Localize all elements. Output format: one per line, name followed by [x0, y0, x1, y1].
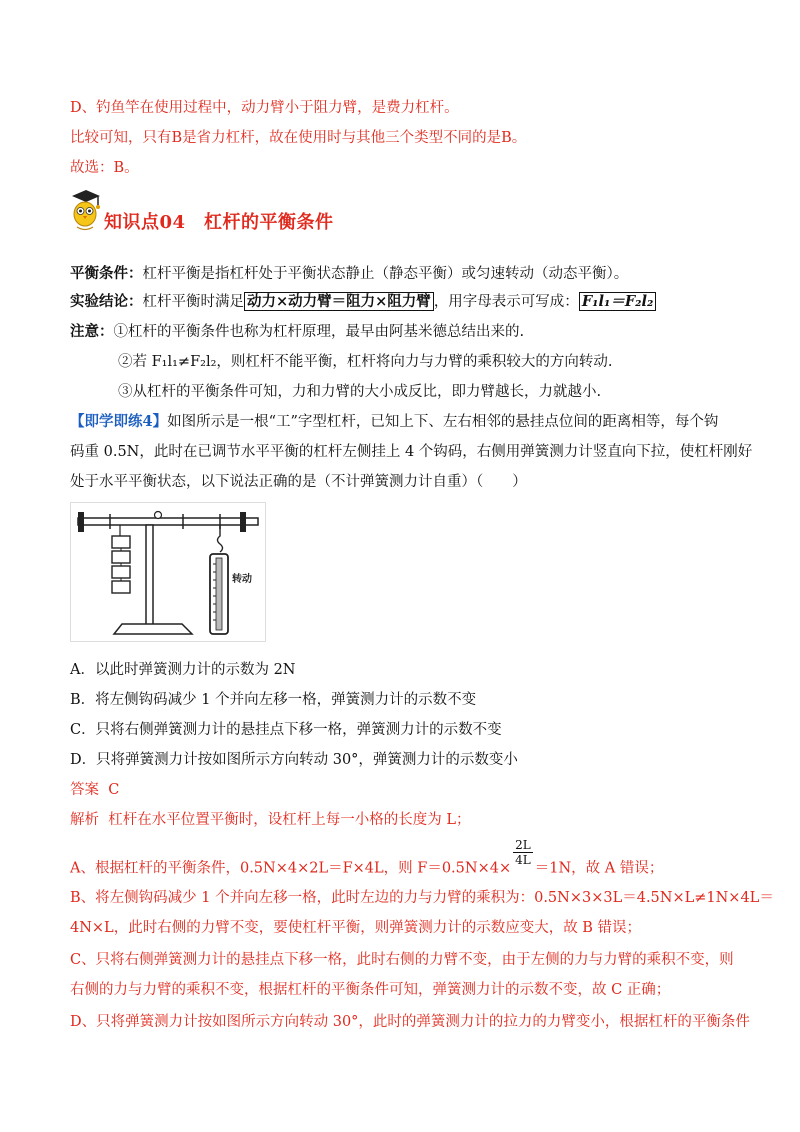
analysis-c-line-1: C、只将右侧弹簧测力计的悬挂点下移一格，此时右侧的力臂不变，由于左侧的力与力臂的乘积不变，则: [70, 952, 734, 968]
answer: [70, 780, 119, 800]
support-base: [114, 624, 192, 634]
option-b: B．将左侧钩码减少 1 个并向左移一格，弹簧测力计的示数不变: [70, 692, 477, 708]
option-c: C．只将右侧弹簧测力计的悬挂点下移一格，弹簧测力计的示数不变: [70, 722, 502, 738]
lever-figure: [70, 502, 266, 642]
analysis-a-post: ＝1N，故 A 错误；: [534, 860, 664, 877]
analysis-a-fraction: [513, 838, 533, 867]
conclusion-pre: 杠杆平衡时满足: [142, 294, 244, 310]
analysis-a: [70, 838, 664, 883]
exercise-text-1: 如图所示是一根“工”字型杠杆，已知上下、左右相邻的悬挂点位间的距离相等，每个钩: [167, 414, 719, 430]
note-2: ②若 F₁l₁≠F₂l₂，则杠杆不能平衡，杠杆将向力与力臂的乘积较大的方向转动.: [118, 354, 613, 370]
option-a: A．以此时弹簧测力计的示数为 2N: [70, 662, 296, 678]
note-3: ③从杠杆的平衡条件可知，力和力臂的大小成反比，即力臂越长，力就越小.: [118, 384, 602, 400]
exercise-line-3: 处于水平平衡状态，以下说法正确的是（不计弹簧测力计自重）（ ）: [70, 474, 527, 490]
conclusion-boxed: 动力×动力臂＝阻力×阻力臂: [244, 292, 434, 311]
conclusion-mid: ，用字母表示可写成：: [433, 294, 579, 310]
balance-condition: [70, 264, 628, 284]
lever-bar: [78, 518, 258, 525]
exercise-tag: 【即学即练4】: [70, 413, 168, 430]
notes-label: 注意：: [70, 323, 114, 340]
section-title: 知识点04 杠杆的平衡条件: [104, 212, 334, 233]
intro-option-d: D、钓鱼竿在使用过程中，动力臂小于阻力臂，是费力杠杆。: [70, 100, 459, 116]
note-1-text: ①杠杆的平衡条件也称为杠杆原理，最早由阿基米德总结出来的.: [113, 324, 525, 340]
analysis-intro: [70, 810, 470, 830]
analysis-b-line-1: B、将左侧钩码减少 1 个并向左移一格，此时左边的力与力臂的乘积为：0.5N×3×3L＝4.5N×L≠1N×4L＝: [70, 890, 774, 906]
intro-comparison: 比较可知，只有B是省力杠杆，故在使用时与其他三个类型不同的是B。: [70, 130, 527, 146]
exercise-line-2: 码重 0.5N，此时在已调节水平平衡的杠杆左侧挂上 4 个钩码，右侧用弹簧测力计竖直向下拉，使杠杆刚好: [70, 444, 753, 460]
conclusion-formula: F₁l₁＝F₂l₂: [579, 292, 657, 311]
balance-label: 平衡条件：: [70, 265, 143, 282]
analysis-label: 解析: [70, 812, 99, 828]
answer-label: 答案: [70, 782, 99, 798]
exercise-line-1: [70, 412, 718, 432]
rotate-label: 转动: [232, 574, 252, 585]
analysis-c-line-2: 右侧的力与力臂的乘积不变，根据杠杆的平衡条件可知，弹簧测力计的示数不变，故 C 正确；: [70, 982, 671, 998]
answer-value: C: [108, 782, 120, 798]
analysis-d-line-1: D、只将弹簧测力计按如图所示方向转动 30°，此时的弹簧测力计的拉力的力臂变小，根据杠杆的平衡条件: [70, 1014, 750, 1030]
option-d: D．只将弹簧测力计按如图所示方向转动 30°，弹簧测力计的示数变小: [70, 752, 518, 768]
experiment-conclusion: [70, 292, 656, 312]
note-1: [70, 322, 524, 342]
intro-choice: 故选：B。: [70, 160, 139, 176]
fraction-denominator: 4L: [515, 853, 531, 867]
support-post: [146, 525, 153, 625]
balance-text: 杠杆平衡是指杠杆处于平衡状态静止（静态平衡）或匀速转动（动态平衡）。: [142, 266, 629, 282]
analysis-intro-text: 杠杆在水平位置平衡时，设杠杆上每一小格的长度为 L；: [108, 812, 471, 828]
owl-graduate-icon: [68, 188, 102, 232]
fraction-numerator: 2L: [515, 838, 531, 852]
conclusion-label: 实验结论：: [70, 293, 143, 310]
analysis-a-pre: A、根据杠杆的平衡条件，0.5N×4×2L＝F×4L，则 F＝0.5N×4×: [70, 860, 512, 877]
analysis-b-line-2: 4N×L，此时右侧的力臂不变，要使杠杆平衡，则弹簧测力计的示数应变大，故 B 错误；: [70, 920, 642, 936]
